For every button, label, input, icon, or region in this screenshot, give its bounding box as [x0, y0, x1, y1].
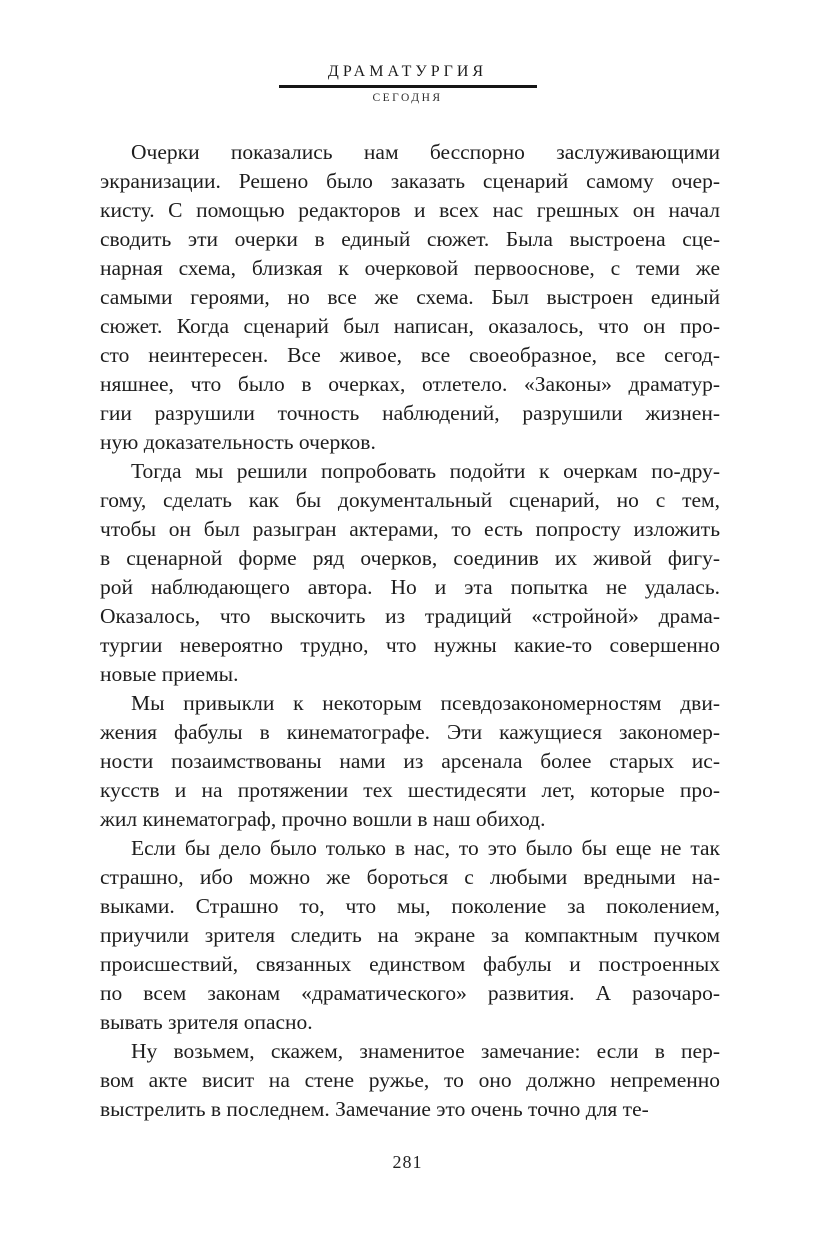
text-line: сводить эти очерки в единый сюжет. Была выстроена сце- — [100, 227, 720, 251]
text-line: тургии невероятно трудно, что нужны какие-то совершенно — [100, 633, 720, 657]
text-line: приучили зрителя следить на экране за компактным пучком — [100, 923, 720, 947]
text-line: экранизации. Решено было заказать сценарий самому очер- — [100, 169, 720, 193]
text-line: вом акте висит на стене ружье, то оно должно непременно — [100, 1068, 720, 1092]
text-line: в сценарной форме ряд очерков, соединив их живой фигу- — [100, 546, 720, 570]
text-line: кусств и на протяжении тех шестидесяти лет, которые про- — [100, 778, 720, 802]
paragraph — [100, 1037, 720, 1124]
paragraph — [100, 457, 720, 689]
text-line: выками. Страшно то, что мы, поколение за поколением, — [100, 894, 720, 918]
text-line: выстрелить в последнем. Замечание это очень точно для те- — [100, 1097, 649, 1121]
page-number: 281 — [392, 1152, 423, 1172]
text-line: Тогда мы решили попробовать подойти к очеркам по-дру- — [131, 459, 720, 483]
text-line: ности позаимствованы нами из арсенала более старых ис- — [100, 749, 720, 773]
text-line: жил кинематограф, прочно вошли в наш обиход. — [100, 807, 546, 831]
text-line: страшно, ибо можно же бороться с любыми вредными на- — [100, 865, 720, 889]
running-header — [0, 63, 815, 104]
text-line: няшнее, что было в очерках, отлетело. «Законы» драматур- — [100, 372, 720, 396]
text-line: гому, сделать как бы документальный сценарий, но с тем, — [100, 488, 720, 512]
text-line: по всем законам «драматического» развития. А разочаро- — [100, 981, 720, 1005]
text-line: происшествий, связанных единством фабулы и построенных — [100, 952, 720, 976]
text-line: нарная схема, близкая к очерковой первооснове, с теми же — [100, 256, 720, 280]
text-line: новые приемы. — [100, 662, 239, 686]
text-line: рой наблюдающего автора. Но и эта попытка не удалась. — [100, 575, 720, 599]
text-line: Оказалось, что выскочить из традиций «стройной» драма- — [100, 604, 720, 628]
text-line: жения фабулы в кинематографе. Эти кажущиеся закономер- — [100, 720, 720, 744]
text-line: вывать зрителя опасно. — [100, 1010, 313, 1034]
paragraph — [100, 138, 720, 457]
header-subtitle: СЕГОДНЯ — [372, 91, 443, 104]
text-line: Мы привыкли к некоторым псевдозакономерностям дви- — [131, 691, 720, 715]
header-rule — [279, 85, 537, 88]
text-line: сто неинтересен. Все живое, все своеобразное, все сегод- — [100, 343, 720, 367]
text-line: чтобы он был разыгран актерами, то есть попросту изложить — [100, 517, 720, 541]
body-text — [100, 138, 720, 1124]
header-title: ДРАМАТУРГИЯ — [327, 63, 488, 80]
text-line: гии разрушили точность наблюдений, разрушили жизнен- — [100, 401, 720, 425]
paragraph — [100, 834, 720, 1037]
text-line: самыми героями, но все же схема. Был выстроен единый — [100, 285, 720, 309]
text-line: Если бы дело было только в нас, то это было бы еще не так — [131, 836, 720, 860]
text-line: кисту. С помощью редакторов и всех нас грешных он начал — [100, 198, 720, 222]
paragraph — [100, 689, 720, 834]
text-line: сюжет. Когда сценарий был написан, оказалось, что он про- — [100, 314, 720, 338]
text-line: Ну возьмем, скажем, знаменитое замечание: если в пер- — [131, 1039, 720, 1063]
text-line: ную доказательность очерков. — [100, 430, 376, 454]
text-line: Очерки показались нам бесспорно заслуживающими — [131, 140, 720, 164]
